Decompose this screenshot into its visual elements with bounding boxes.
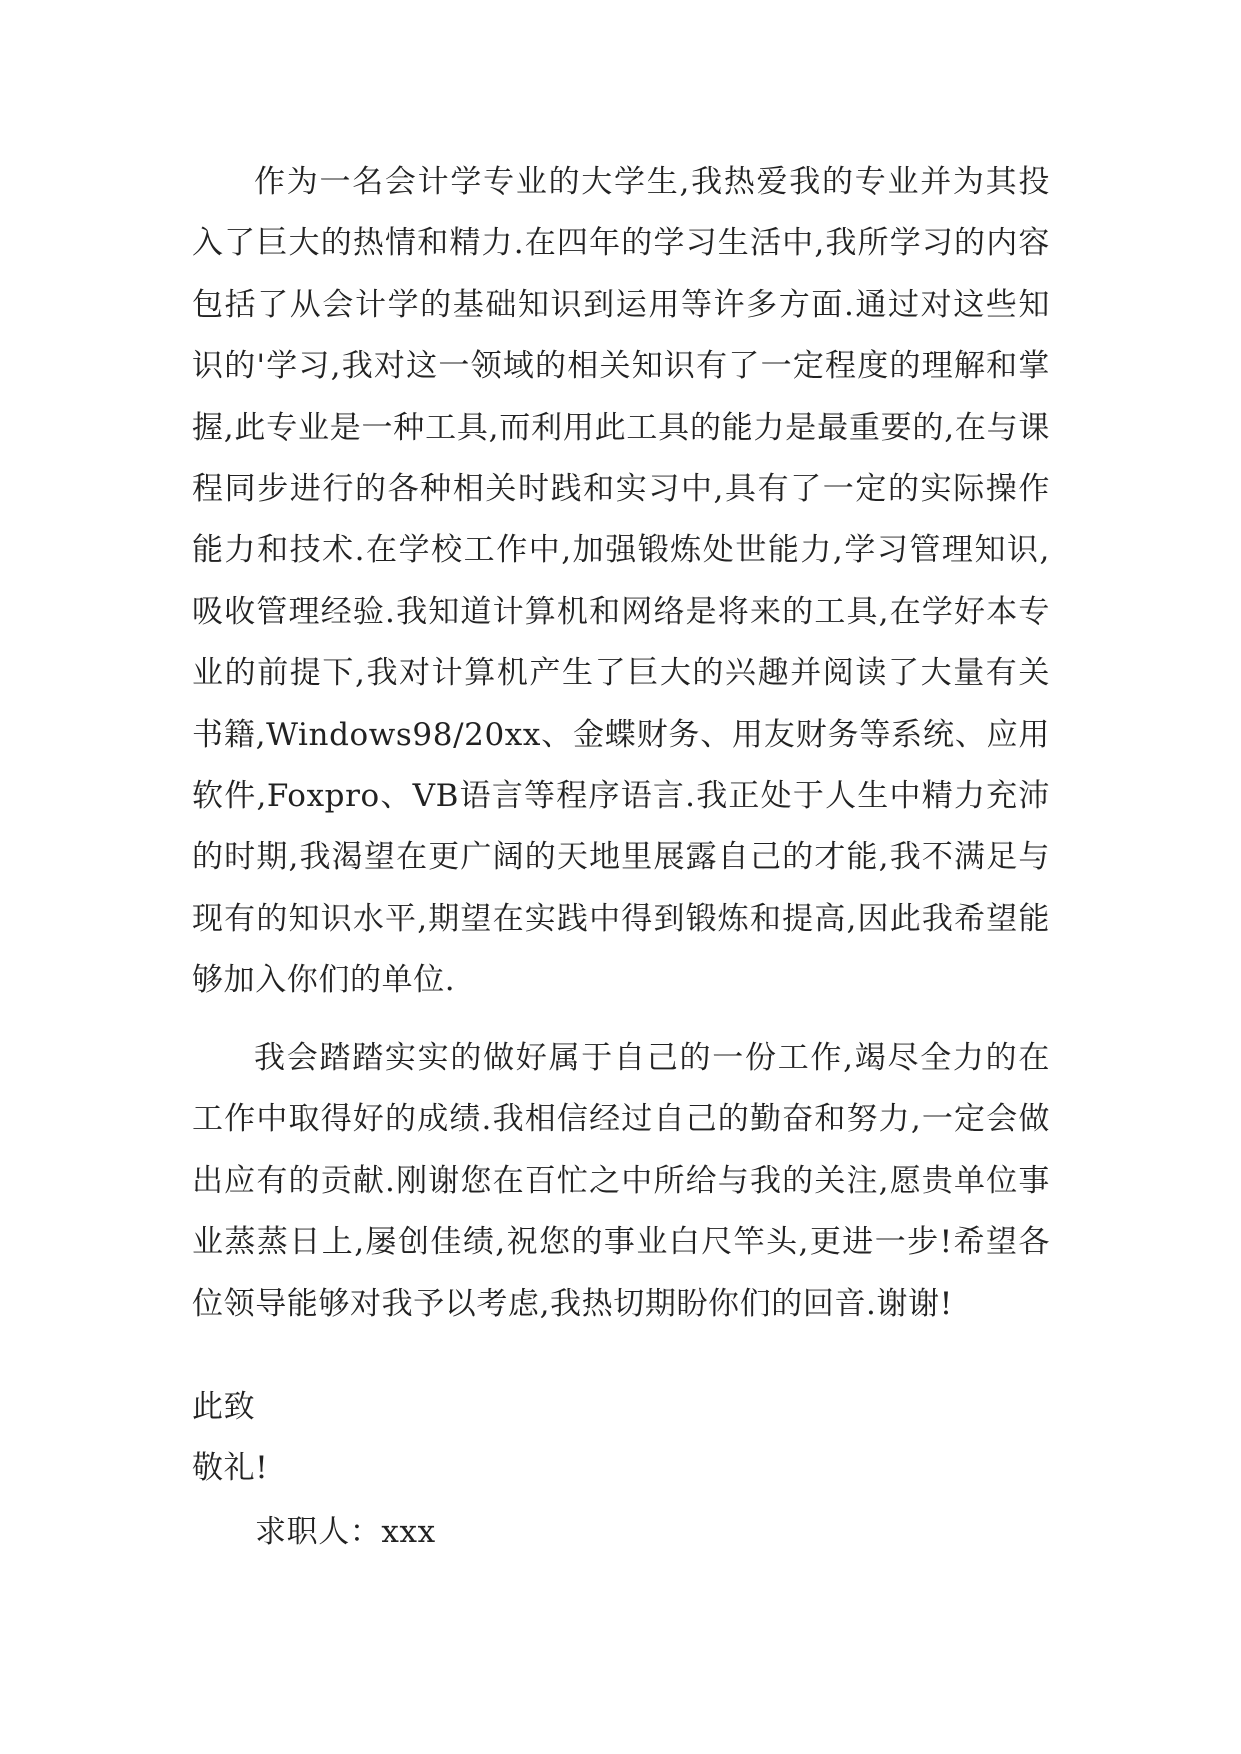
body-paragraph-1: 作为一名会计学专业的大学生,我热爱我的专业并为其投入了巨大的热情和精力.在四年的学习生活中,我所学习的内容包括了从会计学的基础知识到运用等许多方面.通过对这些知识的'学习,我对这一领域的相关知识有了一定程度的理解和掌握,此专业是一种工具,而利用此工具的能力是最重要的,在与课程同步进行的各种相关时践和实习中,具有了一定的实际操作能力和技术.在学校工作中,加强锻炼处世能力,学习管理知识,吸收管理经验.我知道计算机和网络是将来的工具,在学好本专业的前提下,我对计算机产生了巨大的兴趣并阅读了大量有关书籍,Windows98/20xx、金蝶财务、用友财务等系统、应用软件,Foxpro、VB语言等程序语言.我正处于人生中精力充沛的时期,我渴望在更广阔的天地里展露自己的才能,我不满足与现有的知识水平,期望在实践中得到锻炼和提高,因此我希望能够加入你们的单位. [192, 164, 1050, 999]
closing-salutation-line-1: 此致 [192, 1389, 256, 1425]
signature-line: 求职人：xxx [255, 1514, 436, 1550]
closing-salutation-line-2: 敬礼! [192, 1450, 269, 1486]
body-paragraph-2: 我会踏踏实实的做好属于自己的一份工作,竭尽全力的在工作中取得好的成绩.我相信经过自己的勤奋和努力,一定会做出应有的贡献.刚谢您在百忙之中所给与我的关注,愿贵单位事业蒸蒸日上,屡创佳绩,祝您的事业白尺竿头,更进一步!希望各位领导能够对我予以考虑,我热切期盼你们的回音.谢谢! [192, 1040, 1050, 1322]
